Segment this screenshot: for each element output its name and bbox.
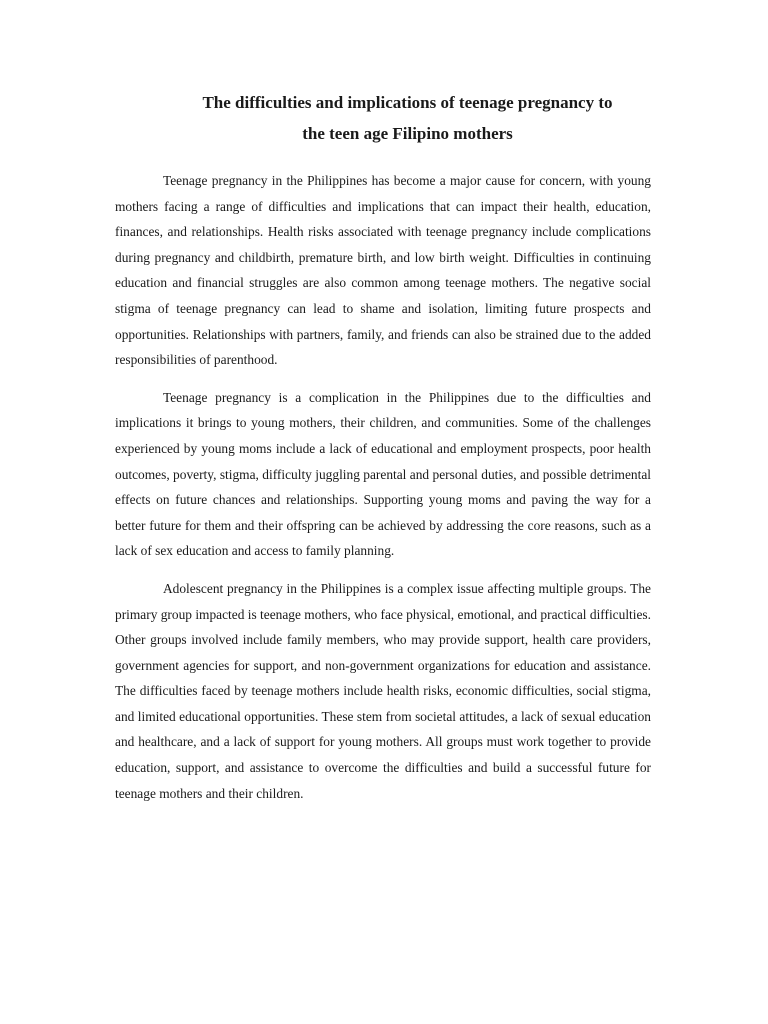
title-line-2: the teen age Filipino mothers <box>302 124 513 143</box>
document-body <box>115 168 651 818</box>
paragraph-2: Teenage pregnancy is a complication in the Philippines due to the difficulties and implications it brings to young mothers, their children, and communities. Some of the challenges experienced by young moms include a lack of educational and employment prospects, poor health outcomes, poverty, stigma, difficulty juggling parental and personal duties, and possible detrimental effects on future chances and relationships. Supporting young moms and paving the way for a better future for them and their offspring can be achieved by addressing the core reasons, such as a lack of sex education and access to family planning. <box>115 389 651 559</box>
paragraph-1: Teenage pregnancy in the Philippines has become a major cause for concern, with young mothers facing a range of difficulties and implications that can impact their health, education, finances, and relationships. Health risks associated with teenage pregnancy include complications during pregnancy and childbirth, premature birth, and low birth weight. Difficulties in continuing education and financial struggles are also common among teenage mothers. The negative social stigma of teenage pregnancy can lead to shame and isolation, limiting future prospects and opportunities. Relationships with partners, family, and friends can also be strained due to the added responsibilities of parenthood. <box>115 173 651 368</box>
document-title <box>115 87 700 149</box>
title-line-1: The difficulties and implications of teenage pregnancy to <box>202 93 613 112</box>
paragraph-3: Adolescent pregnancy in the Philippines is a complex issue affecting multiple groups. The primary group impacted is teenage mothers, who face physical, emotional, and practical difficulties. Other groups involved include family members, who may provide support, health care providers, government agencies for support, and non-government organizations for education and assistance. The difficulties faced by teenage mothers include health risks, economic difficulties, social stigma, and limited educational opportunities. These stem from societal attitudes, a lack of sexual education and healthcare, and a lack of support for young mothers. All groups must work together to provide education, support, and assistance to overcome the difficulties and build a successful future for teenage mothers and their children. <box>115 580 651 801</box>
